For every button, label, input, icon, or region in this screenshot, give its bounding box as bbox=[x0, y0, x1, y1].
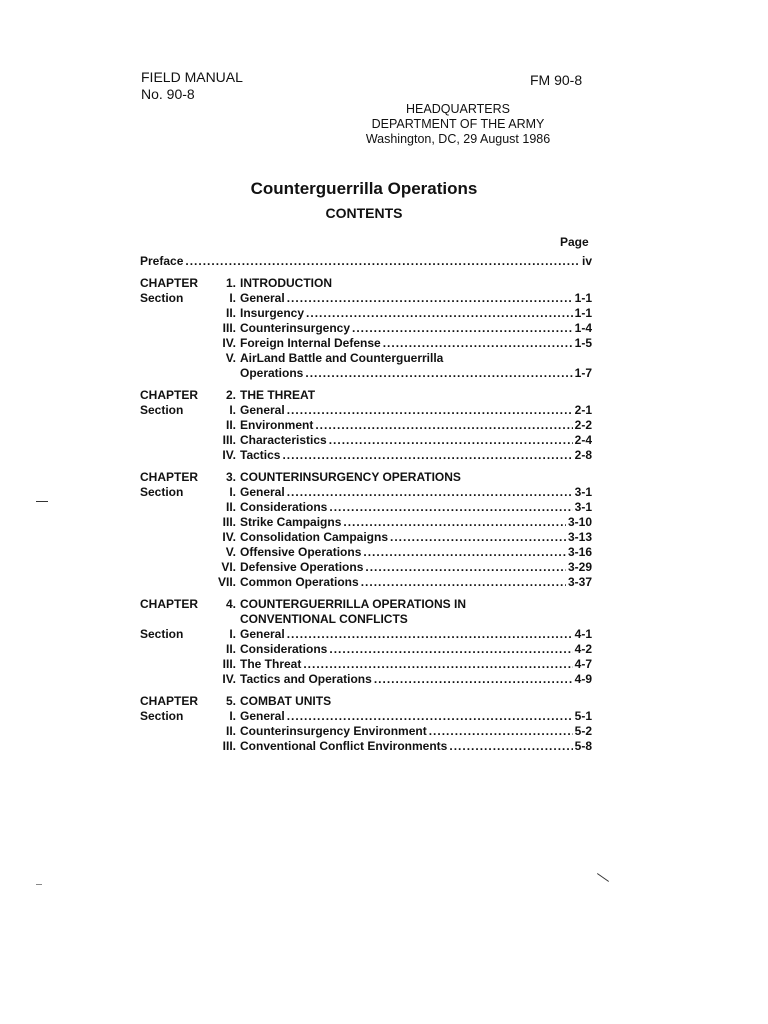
chapter-title: COUNTERGUERRILLA OPERATIONS IN bbox=[240, 597, 467, 611]
section-number: VII. bbox=[217, 575, 236, 589]
toc-entry bbox=[240, 448, 592, 463]
chapter-number: 4. bbox=[225, 597, 236, 611]
toc-entry bbox=[240, 403, 592, 418]
entry-page: 4-2 bbox=[574, 642, 592, 656]
section-row bbox=[140, 448, 592, 463]
entry-page: 3-29 bbox=[567, 560, 592, 574]
table-of-contents bbox=[140, 254, 592, 761]
dot-leader bbox=[449, 739, 572, 754]
section-row bbox=[140, 545, 592, 560]
entry-page: 3-1 bbox=[574, 485, 592, 499]
entry-title: Insurgency bbox=[240, 306, 305, 320]
section-number: II. bbox=[225, 418, 236, 432]
dot-leader bbox=[374, 672, 573, 687]
chapter-row bbox=[140, 470, 592, 485]
spacer bbox=[140, 590, 592, 597]
fm-code: FM 90-8 bbox=[530, 72, 583, 88]
section-row bbox=[140, 433, 592, 448]
dot-leader bbox=[329, 642, 572, 657]
section-row bbox=[140, 306, 592, 321]
chapter-label: CHAPTER bbox=[140, 388, 199, 402]
entry-title: General bbox=[240, 627, 285, 641]
chapter-number: 5. bbox=[225, 694, 236, 708]
entry-page: 2-2 bbox=[574, 418, 592, 432]
document-title: Counterguerrilla Operations bbox=[250, 179, 478, 198]
entry-page: 5-1 bbox=[574, 709, 592, 723]
entry-page: iv bbox=[581, 254, 592, 268]
section-row bbox=[140, 739, 592, 754]
section-row bbox=[140, 724, 592, 739]
entry-title: General bbox=[240, 709, 285, 723]
dot-leader bbox=[287, 709, 573, 724]
toc-entry bbox=[240, 545, 592, 560]
section-number: I. bbox=[229, 709, 236, 723]
section-row bbox=[140, 351, 592, 366]
section-row bbox=[140, 500, 592, 515]
chapter-row bbox=[140, 612, 592, 627]
chapter-row bbox=[140, 597, 592, 612]
dot-leader bbox=[306, 306, 573, 321]
section-number: III. bbox=[222, 739, 236, 753]
section-number: IV. bbox=[222, 530, 236, 544]
dot-leader bbox=[287, 485, 573, 500]
section-row bbox=[140, 530, 592, 545]
toc-entry bbox=[240, 291, 592, 306]
department-label: DEPARTMENT OF THE ARMY bbox=[371, 117, 545, 131]
section-label: Section bbox=[140, 403, 184, 417]
section-row bbox=[140, 336, 592, 351]
dot-leader bbox=[303, 657, 572, 672]
toc-entry bbox=[240, 627, 592, 642]
toc-entry bbox=[240, 560, 592, 575]
section-label: Section bbox=[140, 627, 184, 641]
entry-page: 3-37 bbox=[567, 575, 592, 589]
toc-entry bbox=[240, 642, 592, 657]
manual-number: No. 90-8 bbox=[141, 86, 195, 102]
section-number: V. bbox=[225, 545, 236, 559]
toc-entry bbox=[240, 724, 592, 739]
entry-page: 1-4 bbox=[574, 321, 592, 335]
section-row bbox=[140, 627, 592, 642]
spacer bbox=[140, 381, 592, 388]
toc-entry bbox=[240, 433, 592, 448]
dot-leader bbox=[315, 418, 572, 433]
entry-title: Common Operations bbox=[240, 575, 359, 589]
toc-entry bbox=[240, 709, 592, 724]
section-row bbox=[140, 575, 592, 590]
chapter-label: CHAPTER bbox=[140, 694, 199, 708]
entry-title: Foreign Internal Defense bbox=[240, 336, 381, 350]
section-number: I. bbox=[229, 627, 236, 641]
entry-title: Preface bbox=[140, 254, 184, 268]
section-label: Section bbox=[140, 709, 184, 723]
chapter-number: 2. bbox=[225, 388, 236, 402]
dot-leader bbox=[383, 336, 573, 351]
entry-title: Characteristics bbox=[240, 433, 327, 447]
dot-leader bbox=[363, 545, 566, 560]
dot-leader bbox=[429, 724, 573, 739]
section-label: Section bbox=[140, 485, 184, 499]
page-column-label: Page bbox=[560, 235, 589, 249]
headquarters-block bbox=[328, 102, 588, 147]
chapter-row bbox=[140, 388, 592, 403]
spacer bbox=[140, 687, 592, 694]
chapter-title: COMBAT UNITS bbox=[240, 694, 332, 708]
entry-page: 4-7 bbox=[574, 657, 592, 671]
section-number: VI. bbox=[221, 560, 236, 574]
section-row bbox=[140, 485, 592, 500]
section-number: IV. bbox=[222, 336, 236, 350]
dot-leader bbox=[287, 627, 573, 642]
chapter-label: CHAPTER bbox=[140, 597, 199, 611]
section-number: V. bbox=[225, 351, 236, 365]
entry-title: General bbox=[240, 403, 285, 417]
section-number: I. bbox=[229, 291, 236, 305]
entry-page: 1-1 bbox=[574, 306, 592, 320]
entry-title: The Threat bbox=[240, 657, 302, 671]
section-row bbox=[140, 709, 592, 724]
entry-page: 5-2 bbox=[574, 724, 592, 738]
dot-leader bbox=[365, 560, 566, 575]
spacer bbox=[140, 463, 592, 470]
dot-leader bbox=[329, 500, 572, 515]
toc-entry bbox=[240, 321, 592, 336]
entry-page: 2-4 bbox=[574, 433, 592, 447]
entry-page: 2-8 bbox=[574, 448, 592, 462]
dot-leader bbox=[287, 291, 573, 306]
toc-entry bbox=[140, 254, 592, 269]
entry-page: 4-1 bbox=[574, 627, 592, 641]
dot-leader bbox=[343, 515, 566, 530]
section-row bbox=[140, 672, 592, 687]
toc-entry bbox=[240, 657, 592, 672]
chapter-title: INTRODUCTION bbox=[240, 276, 332, 290]
chapter-label: CHAPTER bbox=[140, 470, 199, 484]
toc-entry bbox=[240, 515, 592, 530]
spacer bbox=[140, 269, 592, 276]
section-number: IV. bbox=[222, 672, 236, 686]
entry-page: 3-13 bbox=[567, 530, 592, 544]
entry-page: 1-1 bbox=[574, 291, 592, 305]
toc-entry bbox=[240, 306, 592, 321]
entry-page: 3-16 bbox=[567, 545, 592, 559]
section-number: III. bbox=[222, 515, 236, 529]
chapter-number: 3. bbox=[225, 470, 236, 484]
chapter-row bbox=[140, 694, 592, 709]
chapter-title: COUNTERINSURGENCY OPERATIONS bbox=[240, 470, 461, 484]
entry-title: Considerations bbox=[240, 500, 328, 514]
toc-entry bbox=[240, 366, 592, 381]
chapter-title: CONVENTIONAL CONFLICTS bbox=[240, 612, 408, 626]
entry-title: General bbox=[240, 291, 285, 305]
toc-entry bbox=[240, 739, 592, 754]
dot-leader bbox=[305, 366, 572, 381]
entry-title: Defensive Operations bbox=[240, 560, 364, 574]
scan-mark bbox=[597, 873, 609, 882]
entry-page: 1-7 bbox=[574, 366, 592, 380]
section-title: AirLand Battle and Counterguerrilla bbox=[240, 351, 444, 365]
preface-row bbox=[140, 254, 592, 269]
entry-page: 2-1 bbox=[574, 403, 592, 417]
section-label: Section bbox=[140, 291, 184, 305]
place-date: Washington, DC, 29 August 1986 bbox=[365, 132, 551, 146]
dot-leader bbox=[287, 403, 573, 418]
entry-page: 4-9 bbox=[574, 672, 592, 686]
section-row bbox=[140, 515, 592, 530]
dot-leader bbox=[329, 433, 573, 448]
section-number: II. bbox=[225, 306, 236, 320]
section-number: III. bbox=[222, 321, 236, 335]
spacer bbox=[140, 754, 592, 761]
section-row bbox=[140, 366, 592, 381]
section-row bbox=[140, 657, 592, 672]
chapter-row bbox=[140, 276, 592, 291]
entry-title: Conventional Conflict Environments bbox=[240, 739, 448, 753]
entry-title: Consolidation Campaigns bbox=[240, 530, 389, 544]
section-row bbox=[140, 403, 592, 418]
section-row bbox=[140, 321, 592, 336]
entry-title: Offensive Operations bbox=[240, 545, 362, 559]
entry-title: Environment bbox=[240, 418, 314, 432]
entry-title: Considerations bbox=[240, 642, 328, 656]
chapter-label: CHAPTER bbox=[140, 276, 199, 290]
entry-page: 1-5 bbox=[574, 336, 592, 350]
toc-entry bbox=[240, 336, 592, 351]
entry-title: Tactics bbox=[240, 448, 281, 462]
entry-page: 3-1 bbox=[574, 500, 592, 514]
section-row bbox=[140, 642, 592, 657]
dot-leader bbox=[352, 321, 573, 336]
dot-leader bbox=[361, 575, 566, 590]
toc-entry bbox=[240, 500, 592, 515]
hq-label: HEADQUARTERS bbox=[406, 102, 510, 116]
section-number: III. bbox=[222, 657, 236, 671]
dot-leader bbox=[185, 254, 580, 269]
entry-title: Counterinsurgency Environment bbox=[240, 724, 427, 738]
dot-leader bbox=[282, 448, 572, 463]
chapter-title: THE THREAT bbox=[240, 388, 316, 402]
section-row bbox=[140, 560, 592, 575]
entry-page: 3-10 bbox=[567, 515, 592, 529]
section-number: IV. bbox=[222, 448, 236, 462]
scan-mark bbox=[36, 884, 42, 885]
entry-title: General bbox=[240, 485, 285, 499]
section-number: III. bbox=[222, 433, 236, 447]
toc-entry bbox=[240, 575, 592, 590]
field-manual-label: FIELD MANUAL bbox=[141, 69, 243, 85]
chapter-number: 1. bbox=[225, 276, 236, 290]
entry-title: Counterinsurgency bbox=[240, 321, 351, 335]
section-number: II. bbox=[225, 642, 236, 656]
section-row bbox=[140, 291, 592, 306]
section-number: II. bbox=[225, 500, 236, 514]
toc-entry bbox=[240, 418, 592, 433]
entry-title: Strike Campaigns bbox=[240, 515, 342, 529]
toc-entry bbox=[240, 485, 592, 500]
entry-title: Tactics and Operations bbox=[240, 672, 372, 686]
dot-leader bbox=[390, 530, 566, 545]
section-number: I. bbox=[229, 485, 236, 499]
scan-mark bbox=[36, 501, 48, 502]
entry-page: 5-8 bbox=[574, 739, 592, 753]
manual-identifier bbox=[141, 69, 243, 103]
section-number: II. bbox=[225, 724, 236, 738]
entry-title: Operations bbox=[240, 366, 304, 380]
toc-entry bbox=[240, 530, 592, 545]
toc-entry bbox=[240, 672, 592, 687]
contents-heading: CONTENTS bbox=[325, 205, 403, 221]
section-row bbox=[140, 418, 592, 433]
section-number: I. bbox=[229, 403, 236, 417]
